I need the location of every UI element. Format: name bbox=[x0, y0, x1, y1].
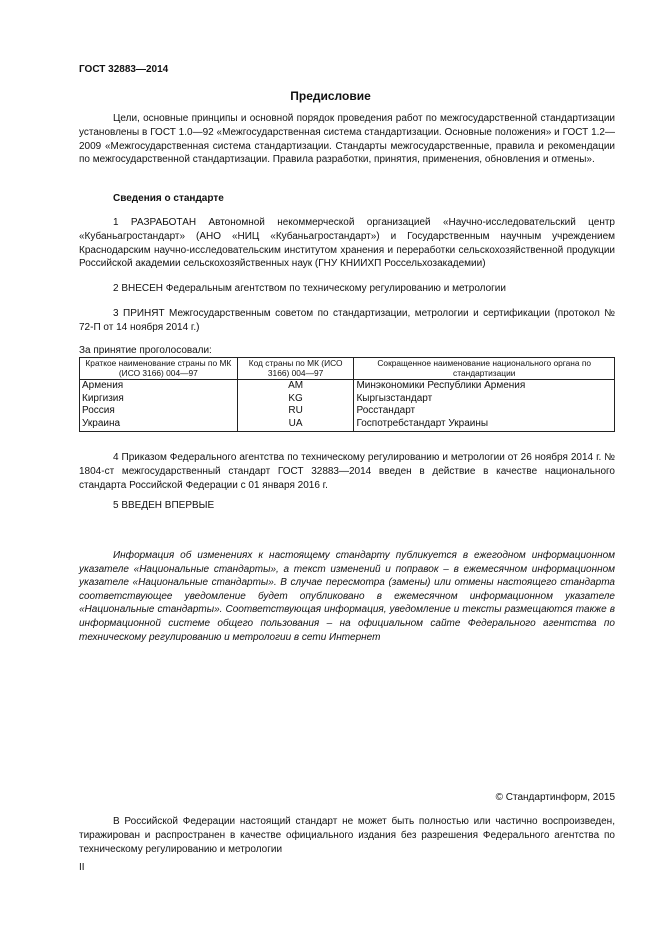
table-row bbox=[80, 393, 615, 406]
page-title: Предисловие bbox=[290, 89, 371, 103]
change-info-notice: Информация об изменениях к настоящему стандарту публикуется в ежегодном информационном указателе «Национальные стандарты», а текст изменений и поправок – в ежемесячном информационном указателе «Национальные стандарты». В случае пересмотра (замены) или отмены настоящего стандарта соответствующее уведомление будет опубликовано в ежемесячном информационном указателе «Национальные стандарты». Соответствующая информация, уведомление и тексты размещаются также в информационной системе общего пользования – на официальном сайте Федерального агентства по техническому регулированию и метрологии в сети Интернет bbox=[79, 550, 615, 643]
copyright-line: © Стандартинформ, 2015 bbox=[495, 792, 615, 803]
code-cell: UA bbox=[237, 418, 354, 431]
table-row bbox=[80, 405, 615, 418]
column-header-code: Код страны по МК (ИСО 3166) 004—97 bbox=[237, 358, 354, 380]
table-row bbox=[80, 418, 615, 431]
body-cell: Кыргызстандарт bbox=[354, 393, 615, 406]
table-header-row bbox=[80, 358, 615, 380]
intro-paragraph: Цели, основные принципы и основной порядок проведения работ по межгосударственной стандартизации установлены в ГОСТ 1.0—92 «Межгосударственная система стандартизации. Основные положения» и ГОСТ 1.2—2009 «Межгосударственная система стандартизации. Стандарты межгосударственные, правила и рекомендации по межгосударственной стандартизации. Правила разработки, принятия, применения, обновления и отмены». bbox=[79, 113, 615, 166]
code-cell: RU bbox=[237, 405, 354, 418]
table-row bbox=[80, 380, 615, 393]
item-5-first-introduced: 5 ВВЕДЕН ВПЕРВЫЕ bbox=[113, 500, 215, 511]
legal-notice: В Российской Федерации настоящий стандарт не может быть полностью или частично воспроизведен, тиражирован и распространен в качестве официального издания без разрешения Федерального агентства по техническому регулированию и метрологии bbox=[79, 816, 615, 855]
country-cell: Украина bbox=[80, 418, 238, 431]
body-cell: Госпотребстандарт Украины bbox=[354, 418, 615, 431]
column-header-body: Сокращенное наименование национального органа по стандартизации bbox=[354, 358, 615, 380]
country-cell: Россия bbox=[80, 405, 238, 418]
info-heading: Сведения о стандарте bbox=[113, 193, 224, 204]
item-2-introduced: 2 ВНЕСЕН Федеральным агентством по техническому регулированию и метрологии bbox=[113, 283, 506, 294]
item-3-adopted: 3 ПРИНЯТ Межгосударственным советом по стандартизации, метрологии и сертификации (протокол № 72-П от 14 ноября 2014 г.) bbox=[79, 308, 615, 333]
country-cell: Киргизия bbox=[80, 393, 238, 406]
code-cell: AM bbox=[237, 380, 354, 393]
body-cell: Росстандарт bbox=[354, 405, 615, 418]
vote-label: За принятие проголосовали: bbox=[79, 345, 212, 356]
document-header: ГОСТ 32883—2014 bbox=[79, 64, 169, 75]
vote-table bbox=[79, 357, 615, 432]
page-number: II bbox=[79, 862, 85, 873]
column-header-country: Краткое наименование страны по МК (ИСО 3166) 004—97 bbox=[80, 358, 238, 380]
body-cell: Минэкономики Республики Армения bbox=[354, 380, 615, 393]
item-4-order: 4 Приказом Федерального агентства по техническому регулированию и метрологии от 26 ноября 2014 г. № 1804-ст межгосударственный стандарт ГОСТ 32883—2014 введен в действие в качестве национального стандарта Российской Федерации с 01 января 2016 г. bbox=[79, 452, 615, 491]
item-1-developed: 1 РАЗРАБОТАН Автономной некоммерческой организацией «Научно-исследовательский центр «Кубаньагростандарт» (АНО «НИЦ «Кубаньагростандарт») и Государственным научным учреждением Краснодарским научно-исследовательским институтом хранения и переработки сельскохозяйственной продукции Российской академии сельскохозяйственных наук (ГНУ КНИИХП Россельхозакадемии) bbox=[79, 217, 615, 270]
code-cell: KG bbox=[237, 393, 354, 406]
country-cell: Армения bbox=[80, 380, 238, 393]
